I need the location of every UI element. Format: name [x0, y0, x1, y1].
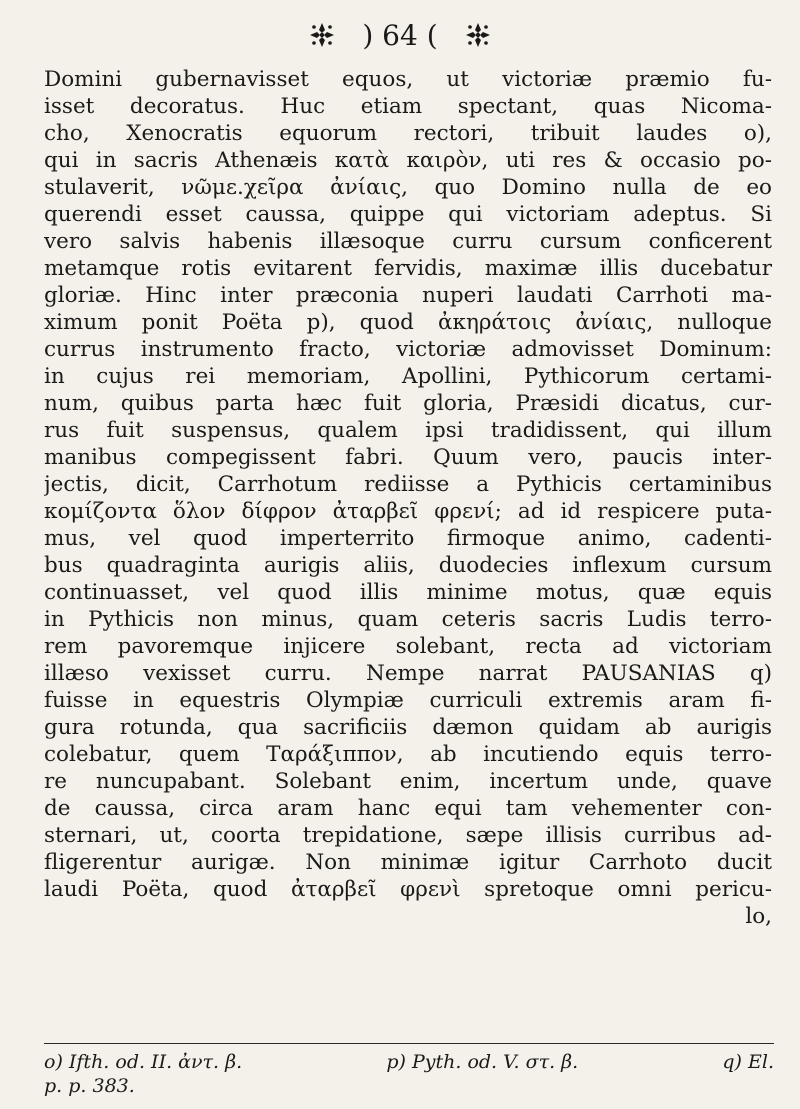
- text-line: gloriæ. Hinc inter præconia nuperi laudati Carrhoti ma-: [44, 283, 772, 308]
- text-line: sternari, ut, coorta trepidatione, sæpe illisis curribus ad-: [44, 823, 772, 848]
- fleuron-right-icon: [464, 21, 492, 49]
- text-line: de caussa, circa aram hanc equi tam vehementer con-: [44, 796, 772, 821]
- text-line: vero salvis habenis illæsoque curru cursum conficerent: [44, 229, 772, 254]
- text-line: continuasset, vel quod illis minime motus, quæ equis: [44, 580, 772, 605]
- text-line: jectis, dicit, Carrhotum rediisse a Pythicis certaminibus: [44, 472, 772, 497]
- text-line: re nuncupabant. Solebant enim, incertum unde, quave: [44, 769, 772, 794]
- footnote-row: [44, 1050, 774, 1074]
- text-line: cho, Xenocratis equorum rectori, tribuit laudes o),: [44, 121, 772, 146]
- text-line: fuisse in equestris Olympiæ curriculi extremis aram fi-: [44, 688, 772, 713]
- running-header: [0, 10, 800, 60]
- text-line: rem pavoremque injicere solebant, recta ad victoriam: [44, 634, 772, 659]
- footnote-q: q) El.: [722, 1051, 774, 1073]
- text-line: isset decoratus. Huc etiam spectant, quas Nicoma-: [44, 94, 772, 119]
- text-line: mus, vel quod imperterrito firmoque animo, cadenti-: [44, 526, 772, 551]
- text-line: stulaverit, νῶμε.χεῖρα ἀνίαις, quo Domino nulla de eo: [44, 175, 772, 200]
- fleuron-left-icon: [308, 21, 336, 49]
- text-line: in cujus rei memoriam, Apollini, Pythicorum certami-: [44, 364, 772, 389]
- text-line: currus instrumento fracto, victoriæ admovisset Dominum:: [44, 337, 772, 362]
- text-line: querendi esset caussa, quippe qui victoriam adeptus. Si: [44, 202, 772, 227]
- footnotes: [44, 1050, 774, 1098]
- text-line: colebatur, quem Ταράξιππον, ab incutiendo equis terro-: [44, 742, 772, 767]
- page-number: ) 64 (: [362, 18, 438, 52]
- text-line: gura rotunda, qua sacrificiis dæmon quidam ab aurigis: [44, 715, 772, 740]
- text-line: rus fuit suspensus, qualem ipsi tradidissent, qui illum: [44, 418, 772, 443]
- text-line: qui in sacris Athenæis κατὰ καιρὸν, uti res & occasio po-: [44, 148, 772, 173]
- text-line: num, quibus parta hæc fuit gloria, Præsidi dicatus, cur-: [44, 391, 772, 416]
- footnote-continuation: p. p. 383.: [44, 1075, 135, 1097]
- footnote-p: p) Pyth. od. V. στ. β.: [386, 1051, 579, 1073]
- text-line: illæso vexisset curru. Nempe narrat PAUSANIAS q): [44, 661, 772, 686]
- text-line: metamque rotis evitarent fervidis, maximæ illis ducebatur: [44, 256, 772, 281]
- text-line: laudi Poëta, quod ἀταρβεῖ φρενὶ spretoque omni pericu-: [44, 877, 772, 902]
- text-line: ximum ponit Poëta p), quod ἀκηράτοις ἀνίαις, nulloque: [44, 310, 772, 335]
- footnote-o: o) Ifth. od. II. ἀντ. β.: [44, 1051, 243, 1073]
- text-line: Domini gubernavisset equos, ut victoriæ præmio fu-: [44, 67, 772, 92]
- text-line: in Pythicis non minus, quam ceteris sacris Ludis terro-: [44, 607, 772, 632]
- text-line: bus quadraginta aurigis aliis, duodecies inflexum cursum: [44, 553, 772, 578]
- text-line: fligerentur aurigæ. Non minimæ igitur Carrhoto ducit: [44, 850, 772, 875]
- text-line: κομίζοντα ὅλον δίφρον ἀταρβεῖ φρενί; ad id respicere puta-: [44, 499, 772, 524]
- footnote-divider: [44, 1043, 774, 1044]
- text-line: lo,: [745, 904, 772, 929]
- body-text: [44, 66, 772, 930]
- text-line: manibus compegissent fabri. Quum vero, paucis inter-: [44, 445, 772, 470]
